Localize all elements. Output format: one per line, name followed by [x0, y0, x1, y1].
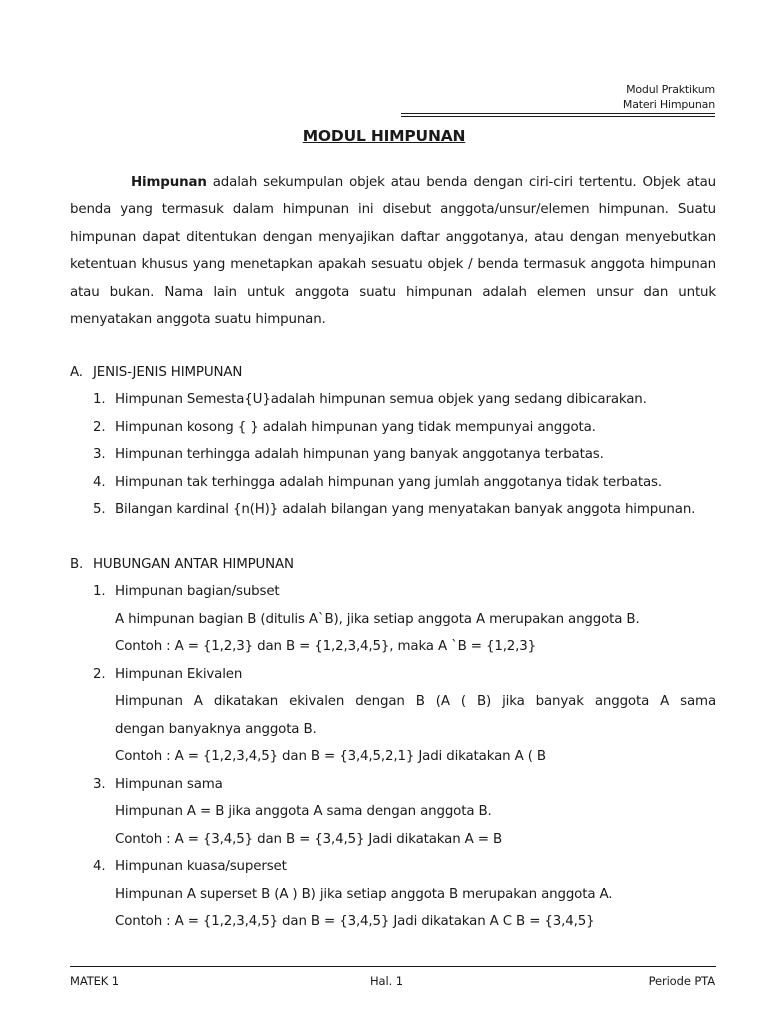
intro-term: Himpunan	[131, 175, 207, 190]
section-b-heading	[70, 557, 294, 572]
list-item	[93, 475, 716, 490]
intro-text: adalah sekumpulan objek atau benda dengan ciri-ciri tertentu. Objek atau benda yang termasuk dalam himpunan ini disebut anggota/unsur/elemen himpunan. Suatu himpunan dapat ditentukan dengan menyajikan daftar anggotanya, atau dengan menyebutkan ketentuan khusus yang menetapkan apakah sesuatu objek / benda termasuk anggota himpunan atau bukan. Nama lain untuk anggota suatu himpunan adalah elemen unsur dan untuk menyatakan anggota suatu himpunan.	[70, 175, 716, 328]
list-item-text: Himpunan Semesta{U}adalah himpunan semua objek yang sedang dibicarakan.	[115, 392, 647, 407]
section-a-letter: A.	[70, 365, 83, 380]
footer-period: Periode PTA	[648, 974, 715, 988]
list-item-example: Contoh : A = {1,2,3} dan B = {1,2,3,4,5}, maka A `B = {1,2,3}	[115, 639, 537, 654]
list-item-number: 3.	[93, 776, 106, 792]
section-a-heading	[70, 365, 242, 380]
list-item-number: 2.	[93, 419, 106, 435]
list-item-text: Himpunan terhingga adalah himpunan yang banyak anggotanya terbatas.	[115, 447, 604, 462]
section-a-title: JENIS-JENIS HIMPUNAN	[93, 365, 243, 380]
list-item-example: Contoh : A = {1,2,3,4,5} dan B = {3,4,5} Jadi dikatakan A C B = {3,4,5}	[115, 914, 595, 929]
list-item-heading: Himpunan bagian/subset	[115, 584, 280, 599]
list-item	[93, 777, 716, 792]
list-item	[93, 859, 716, 874]
list-item-description: Himpunan A superset B (A ) B) jika setiap anggota B merupakan anggota A.	[115, 886, 613, 902]
list-item-number: 1.	[93, 392, 106, 407]
list-item-text: Himpunan kosong { } adalah himpunan yang tidak mempunyai anggota.	[115, 419, 596, 435]
list-item-number: 1.	[93, 584, 106, 599]
list-item-description: A himpunan bagian B (ditulis A`B), jika setiap anggota A merupakan anggota B.	[115, 611, 640, 627]
header-module-label: Modul Praktikum	[626, 83, 715, 96]
footer-course: MATEK 1	[70, 974, 120, 988]
list-item	[93, 420, 716, 435]
list-item-number: 4.	[93, 474, 106, 490]
list-item-example: Contoh : A = {1,2,3,4,5} dan B = {3,4,5,2,1} Jadi dikatakan A ( B	[115, 749, 546, 764]
running-header	[623, 82, 715, 112]
footer-page-number: Hal. 1	[370, 974, 403, 988]
list-item	[93, 502, 716, 517]
list-item-text: Bilangan kardinal {n(H)} adalah bilangan yang menyatakan banyak anggota himpunan.	[115, 502, 696, 517]
list-item	[93, 447, 716, 462]
list-item-description-cont: dengan banyaknya anggota B.	[115, 721, 317, 737]
footer-rule	[70, 966, 716, 967]
section-b-title: HUBUNGAN ANTAR HIMPUNAN	[93, 557, 294, 572]
list-item	[93, 667, 716, 682]
header-material-label: Materi Himpunan	[622, 98, 715, 111]
list-item-number: 3.	[93, 447, 106, 462]
list-item-number: 4.	[93, 859, 106, 874]
list-item-description: Himpunan A dikatakan ekivalen dengan B (A ( B) jika banyak anggota A sama	[115, 694, 716, 709]
page-title: MODUL HIMPUNAN	[302, 127, 466, 145]
list-item-description: Himpunan A = B jika anggota A sama dengan anggota B.	[115, 804, 492, 819]
list-item-heading: Himpunan sama	[115, 776, 223, 792]
section-b-letter: B.	[70, 557, 84, 572]
intro-paragraph	[70, 169, 716, 333]
list-item-number: 5.	[93, 502, 106, 517]
list-item-example: Contoh : A = {3,4,5} dan B = {3,4,5} Jadi dikatakan A = B	[115, 831, 503, 847]
header-rule-top	[401, 113, 715, 114]
header-rule-bottom	[401, 116, 715, 117]
list-item	[93, 584, 716, 599]
list-item-number: 2.	[93, 666, 106, 682]
list-item-text: Himpunan tak terhingga adalah himpunan yang jumlah anggotanya tidak terbatas.	[115, 474, 662, 490]
list-item	[93, 392, 716, 407]
list-item-heading: Himpunan Ekivalen	[115, 666, 243, 682]
list-item-heading: Himpunan kuasa/superset	[115, 859, 287, 874]
